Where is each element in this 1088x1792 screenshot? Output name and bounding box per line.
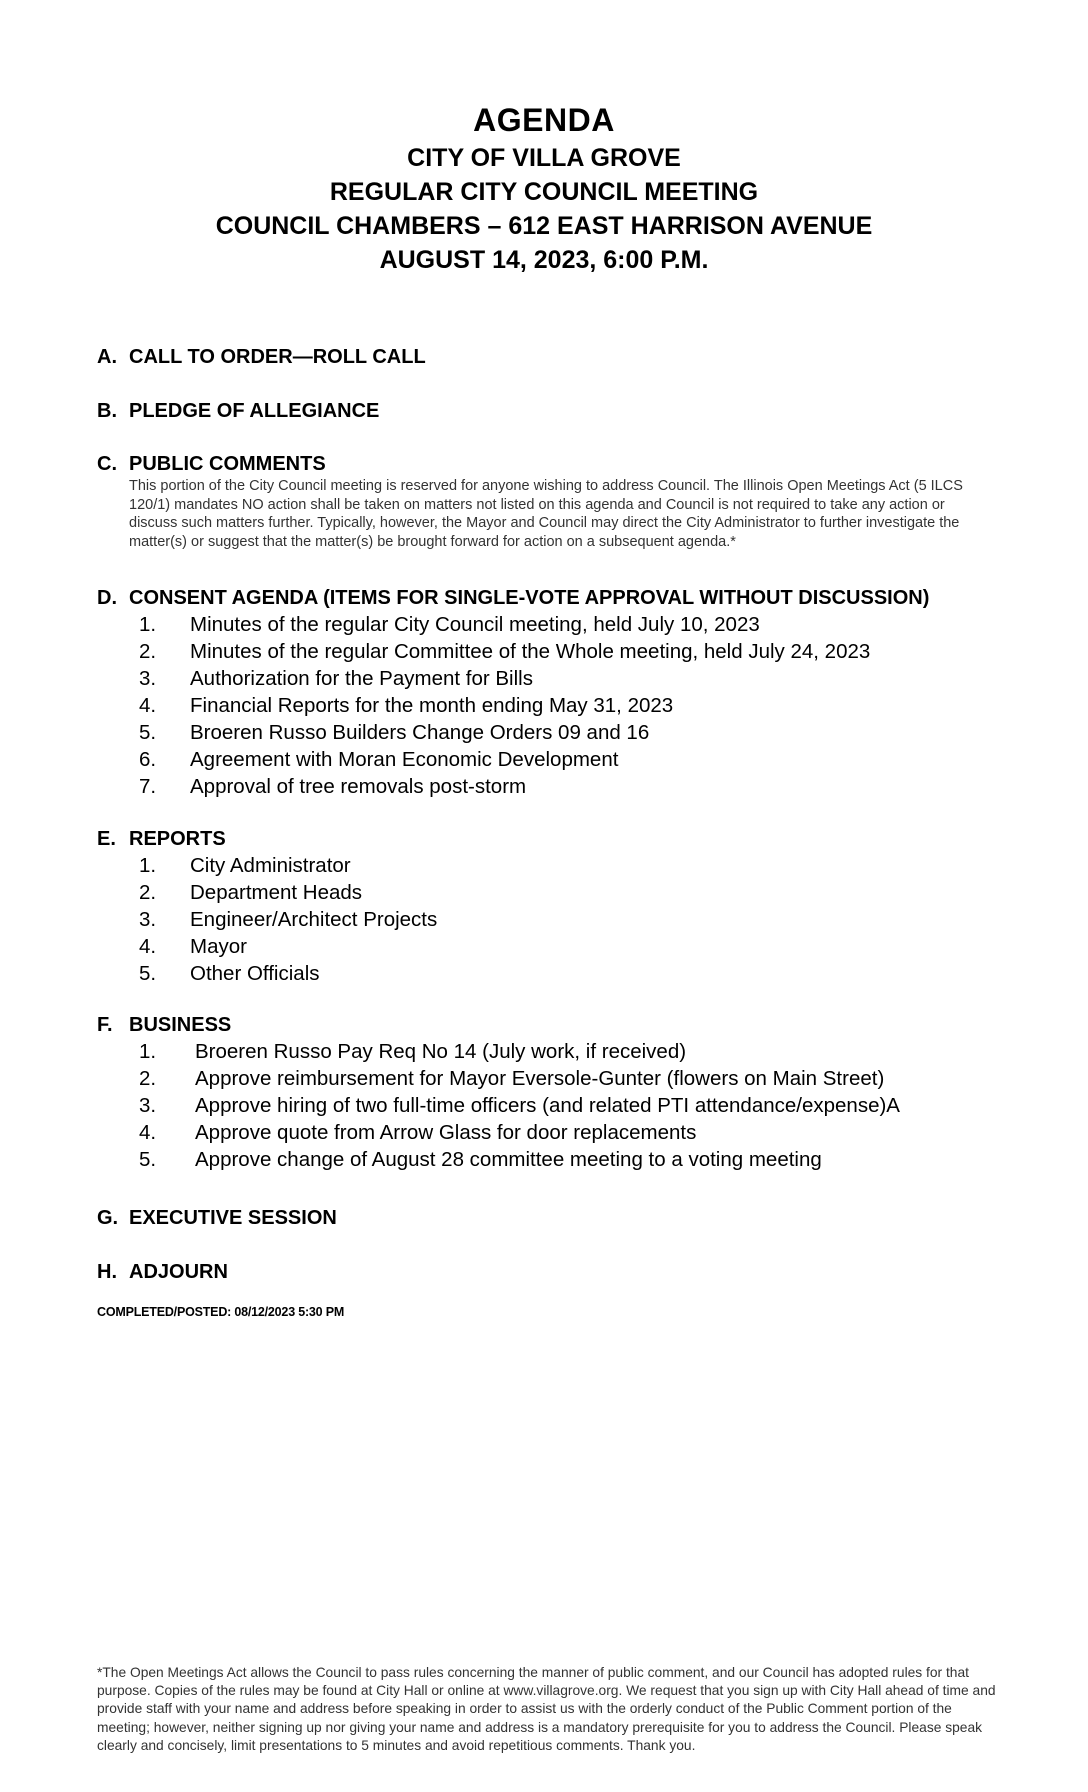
item-number: 5. [139,1148,157,1171]
list-item [97,1119,997,1146]
document-title: AGENDA [473,102,615,138]
item-number: 3. [139,1094,157,1117]
meeting-datetime: AUGUST 14, 2023, 6:00 P.M. [379,246,709,274]
item-text: Mayor [190,935,247,958]
public-comments-description: This portion of the City Council meeting is reserved for anyone wishing to address Council. The Illinois Open Meetings Act (5 ILCS 120/1) mandates NO action shall be taken on matters not listed on this agenda and Council is not required to take any action or discuss such matters further. Typically, however, the Mayor and Council may direct the City Administrator to further investigate the matter(s) or suggest that the matter(s) be brought forward for action on a subsequent agenda.* [129,478,963,550]
item-text: Engineer/Architect Projects [190,908,438,931]
item-number: 3. [139,667,157,690]
section-letter: B. [97,400,117,422]
item-text: Minutes of the regular Committee of the Whole meeting, held July 24, 2023 [190,640,871,663]
section-letter: A. [97,346,117,368]
item-text: Approve hiring of two full-time officers (and related PTI attendance/expense)A [195,1094,900,1117]
reports-list [97,852,997,987]
item-number: 4. [139,694,157,717]
list-item [97,773,997,800]
list-item [97,960,997,987]
item-number: 4. [139,1121,157,1144]
item-text: Department Heads [190,881,363,904]
list-item [97,879,997,906]
section-heading [97,585,997,611]
section-heading [97,398,997,424]
section-title: CONSENT AGENDA (ITEMS FOR SINGLE-VOTE APPROVAL WITHOUT DISCUSSION) [129,587,930,609]
section-letter: F. [97,1014,113,1036]
section-letter: D. [97,587,117,609]
meeting-type: REGULAR CITY COUNCIL MEETING [329,178,759,206]
section-heading [97,1012,997,1038]
section-executive-session [97,1205,997,1231]
section-reports [97,826,997,987]
section-title: ADJOURN [129,1261,228,1283]
section-letter: H. [97,1261,117,1283]
list-item [97,852,997,879]
section-title: REPORTS [129,828,226,850]
meeting-location: COUNCIL CHAMBERS – 612 EAST HARRISON AVENUE [215,212,873,240]
section-pledge [97,398,997,424]
item-text: Agreement with Moran Economic Development [190,748,619,771]
section-title: PLEDGE OF ALLEGIANCE [129,400,380,422]
section-heading [97,1259,997,1285]
item-text: City Administrator [190,854,351,877]
list-item [97,933,997,960]
list-item [97,611,997,638]
item-text: Other Officials [190,962,320,985]
city-name: CITY OF VILLA GROVE [407,144,681,172]
item-text: Broeren Russo Builders Change Orders 09 and 16 [190,721,650,744]
item-number: 2. [139,1067,157,1090]
list-item [97,1146,997,1173]
section-title: EXECUTIVE SESSION [129,1207,337,1229]
item-number: 1. [139,1040,157,1063]
item-number: 6. [139,748,157,771]
item-text: Approve change of August 28 committee meeting to a voting meeting [195,1148,822,1171]
item-number: 7. [139,775,157,798]
item-text: Approval of tree removals post-storm [190,775,527,798]
section-title: BUSINESS [129,1014,232,1036]
item-number: 1. [139,613,157,636]
item-number: 5. [139,721,157,744]
section-business [97,1012,997,1173]
business-list [97,1038,997,1173]
footnote: *The Open Meetings Act allows the Council to pass rules concerning the manner of public comment, and our Council has adopted rules for that purpose. Copies of the rules may be found at City Hall or online at www.villagrove.org. We request that you sign up with City Hall ahead of time and provide staff with your name and address before speaking in order to assist us with the orderly conduct of the Public Comment portion of the meeting; however, neither signing up nor giving your name and address is a mandatory prerequisite for you to address the Council. Please speak clearly and concisely, limit presentations to 5 minutes and avoid repetitious comments. Thank you. [97,1665,996,1753]
section-title: PUBLIC COMMENTS [129,453,326,475]
list-item [97,638,997,665]
section-heading [97,826,997,852]
item-text: Authorization for the Payment for Bills [190,667,533,690]
item-number: 2. [139,881,157,904]
item-text: Financial Reports for the month ending May 31, 2023 [190,694,674,717]
section-adjourn [97,1259,997,1285]
list-item [97,1092,997,1119]
item-text: Broeren Russo Pay Req No 14 (July work, if received) [195,1040,687,1063]
section-heading [97,344,997,370]
list-item [97,719,997,746]
item-text: Minutes of the regular City Council meeting, held July 10, 2023 [190,613,760,636]
posted-timestamp: COMPLETED/POSTED: 08/12/2023 5:30 PM [97,1305,345,1319]
section-title: CALL TO ORDER—ROLL CALL [129,346,426,368]
section-call-to-order [97,344,997,370]
item-number: 2. [139,640,157,663]
item-number: 4. [139,935,157,958]
section-letter: G. [97,1207,119,1229]
list-item [97,746,997,773]
section-public-comments [97,451,997,551]
consent-items-list [97,611,997,800]
section-consent-agenda [97,585,997,800]
item-number: 5. [139,962,157,985]
item-text: Approve quote from Arrow Glass for door replacements [195,1121,697,1144]
section-letter: E. [97,828,116,850]
section-heading [97,1205,997,1231]
item-text: Approve reimbursement for Mayor Eversole-Gunter (flowers on Main Street) [195,1067,885,1090]
list-item [97,1065,997,1092]
list-item [97,665,997,692]
list-item [97,1038,997,1065]
item-number: 3. [139,908,157,931]
list-item [97,906,997,933]
list-item [97,692,997,719]
item-number: 1. [139,854,157,877]
section-letter: C. [97,453,117,475]
section-heading [97,451,997,477]
